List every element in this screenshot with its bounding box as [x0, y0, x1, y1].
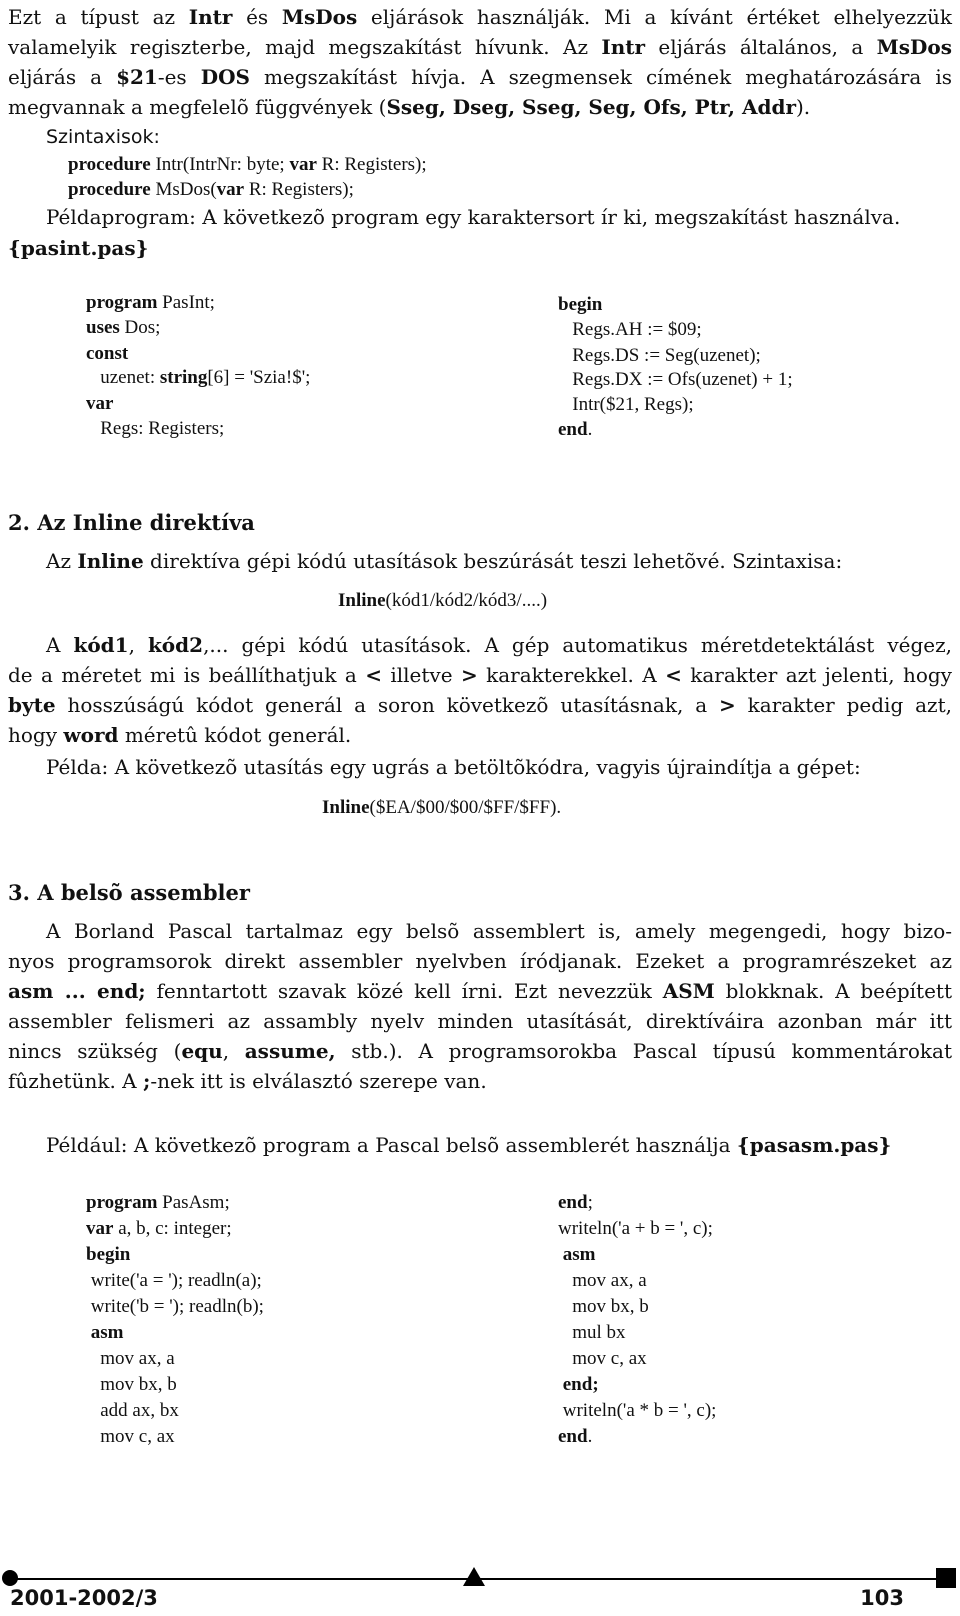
s3-line-2: nyos programsorok direkt assembler nyelvben íródjanak. Ezeket a programrészeket az: [8, 949, 952, 973]
code-line: uses Dos;: [86, 317, 161, 338]
code-line: write('b = '); readln(b);: [86, 1296, 264, 1317]
s2-line-3: byte hosszúságú kódot generál a soron következõ utasításnak, a > karakter pedig azt,: [8, 693, 952, 717]
code-line: Regs: Registers;: [86, 418, 225, 439]
section2-example: Inline($EA/$00/$00/$FF/$FF).: [322, 797, 562, 818]
square-marker-icon: [936, 1568, 956, 1588]
code-line: Intr($21, Regs);: [558, 394, 694, 415]
intro-line-2: valamelyik regiszterbe, majd megszakítást hívunk. Az Intr eljárás általános, a MsDos: [8, 35, 952, 59]
code-line: asm: [562, 1244, 596, 1265]
code-line: end.: [558, 1426, 593, 1447]
code-line: mov bx, b: [86, 1374, 177, 1395]
section2-p2: [8, 630, 952, 750]
code-line: mov c, ax: [86, 1426, 175, 1447]
code-line: add ax, bx: [86, 1400, 179, 1421]
code-line: Regs.AH := $09;: [558, 319, 702, 340]
syntax-msdos: procedure MsDos(var R: Registers);: [68, 179, 354, 200]
s3-line-1: A Borland Pascal tartalmaz egy belsõ assemblert is, amely megengedi, hogy bizo-: [46, 919, 952, 943]
intro-line-1: Ezt a típust az Intr és MsDos eljárások használják. Mi a kívánt értéket elhelyezzük: [8, 5, 952, 29]
code-line: program PasInt;: [86, 292, 215, 313]
code-line: write('a = '); readln(a);: [86, 1270, 262, 1291]
s2-line-2: de a méretet mi is beállíthatjuk a < illetve > karakterekkel. A < karakter azt jelenti, hogy: [8, 663, 952, 687]
footer-issue: 2001-2002/3: [10, 1586, 158, 1610]
s3-line-3: asm ... end; fenntartott szavak közé kell írni. Ezt nevezzük ASM blokknak. A beépített: [8, 979, 952, 1003]
code-line: var: [86, 393, 114, 414]
s3-line-6: fûzhetünk. A ;-nek itt is elválasztó szerepe van.: [8, 1069, 487, 1093]
code-line: begin: [86, 1244, 131, 1265]
syntax-intr: procedure Intr(IntrNr: byte; var R: Registers);: [68, 154, 427, 175]
code-line: mov ax, a: [86, 1348, 175, 1369]
code-line: Regs.DX := Ofs(uzenet) + 1;: [558, 369, 793, 390]
footer-page-number: 103: [860, 1586, 904, 1610]
code-line: end;: [562, 1374, 599, 1395]
example1-filename: {pasint.pas}: [8, 236, 149, 260]
s2-line-1: A kód1, kód2,... gépi kódú utasítások. A gép automatikus méretdetektálást végez,: [46, 633, 952, 657]
code-line: mul bx: [558, 1322, 626, 1343]
s3-line-4: assembler felismeri az assambly nyelv minden utasítását, direktíváira azonban már itt: [8, 1009, 952, 1033]
triangle-marker-icon: [463, 1567, 485, 1586]
section3-heading: 3. A belsõ assembler: [8, 880, 250, 905]
section2-syntax: Inline(kód1/kód2/kód3/....): [338, 590, 548, 611]
code-line: end;: [558, 1192, 593, 1213]
intro-line-4: megvannak a megfelelõ függvények (Sseg, Dseg, Sseg, Seg, Ofs, Ptr, Addr).: [8, 95, 811, 119]
code-line: const: [86, 343, 129, 364]
syntax-label: Szintaxisok:: [46, 126, 160, 148]
code-line: program PasAsm;: [86, 1192, 230, 1213]
code-line: mov ax, a: [558, 1270, 647, 1291]
s3-line-5: nincs szükség (equ, assume, stb.). A programsorokba Pascal típusú kommentárokat: [8, 1039, 952, 1063]
example1-intro: Példaprogram: A következõ program egy karaktersort ír ki, megszakítást használva.: [46, 205, 901, 229]
code-line: mov bx, b: [558, 1296, 649, 1317]
code-line: asm: [90, 1322, 124, 1343]
s2-line-4: hogy word méretû kódot generál.: [8, 723, 352, 747]
code-line: Regs.DS := Seg(uzenet);: [558, 345, 761, 366]
intro-paragraph: [8, 2, 952, 122]
section2-p1: Az Inline direktíva gépi kódú utasítások beszúrását teszi lehetõvé. Szintaxisa:: [46, 549, 843, 573]
code-line: var a, b, c: integer;: [86, 1218, 232, 1239]
section2-p3: Példa: A következõ utasítás egy ugrás a betöltõkódra, vagyis újraindítja a gépet:: [46, 755, 861, 779]
circle-bullet-icon: [2, 1570, 18, 1586]
section3-p2: Például: A következõ program a Pascal belsõ assemblerét használja {pasasm.pas}: [46, 1133, 892, 1157]
code-line: begin: [558, 294, 603, 315]
section3-p1: [8, 916, 952, 1096]
code-line: uzenet: string[6] = 'Szia!$';: [86, 367, 311, 388]
code-line: writeln('a + b = ', c);: [558, 1218, 713, 1239]
intro-line-3: eljárás a $21-es DOS megszakítást hívja. A szegmensek címének meghatározására is: [8, 65, 953, 89]
code-line: end.: [558, 419, 593, 440]
code-line: writeln('a * b = ', c);: [558, 1400, 717, 1421]
code-line: mov c, ax: [558, 1348, 647, 1369]
section2-heading: 2. Az Inline direktíva: [8, 510, 255, 535]
